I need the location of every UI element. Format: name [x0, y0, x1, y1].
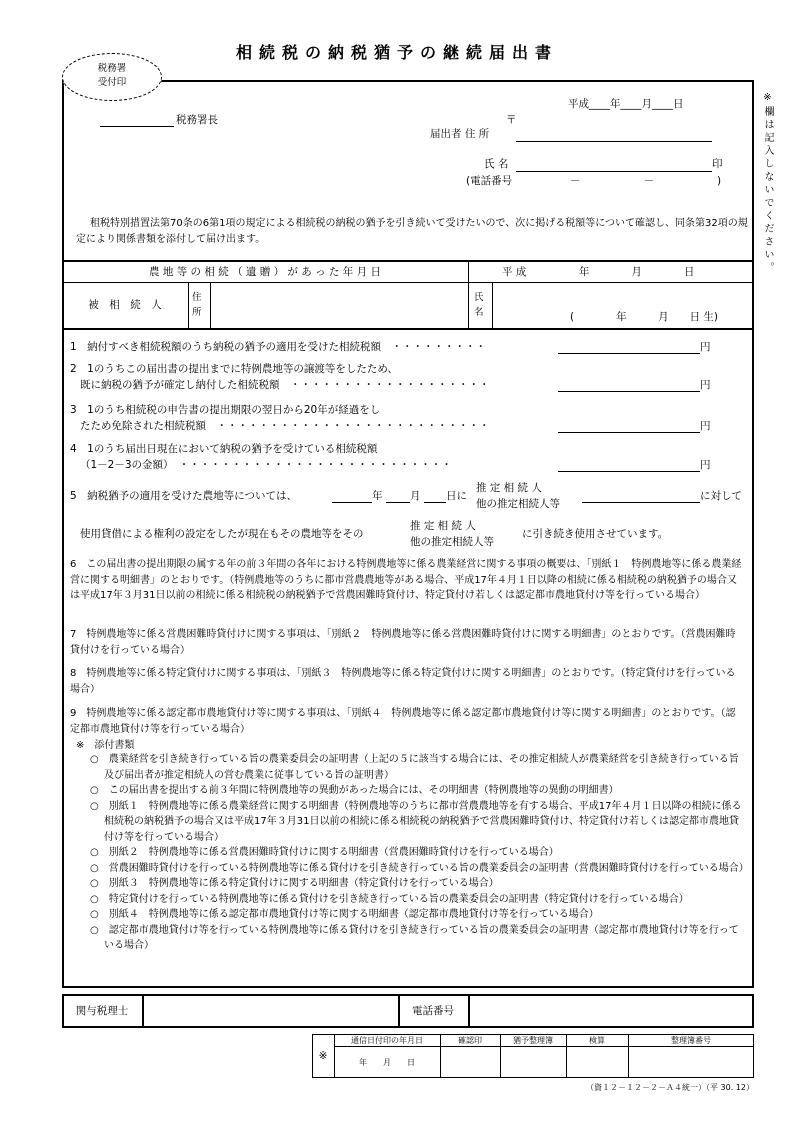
- item-2-line1: 2 1のうちこの届出書の提出までに特例農地等の譲渡等をしたため、: [70, 363, 398, 375]
- address-label: 届出者 住 所: [430, 128, 490, 140]
- heir-label-1: 推 定 相 続 人: [476, 482, 542, 494]
- attachment-item: ○ 別紙４ 特例農地等に係る認定都市農地貸付け等に関する明細書（認定都市農地貸付け等を行っている場合）: [90, 909, 599, 920]
- tax-accountant-label: 関与税理士: [75, 1005, 129, 1017]
- attachment-item: ○ この届出書を提出する前３年間に特例農地等の異動があった場合には、その明細書（特例農地等の異動の明細書）: [90, 785, 619, 796]
- item-2-line2: 既に納税の猶予が確定し納付した相続税額 ・・・・・・・・・・・・・・・・・・・: [80, 379, 490, 391]
- item-4-line2: （1－2－3の金額） ・・・・・・・・・・・・・・・・・・・・・・・・・・: [80, 459, 452, 471]
- item-5-heir-field[interactable]: [582, 502, 700, 503]
- seal-mark: 印: [712, 158, 723, 170]
- item-5-line1: 5 納税猶予の適用を受けた農地等については、: [70, 490, 297, 502]
- phone-label: (電話番号: [466, 175, 513, 187]
- item-3-line1: 3 1のうち相続税の申告書の提出期限の翌日から20年が経過をし: [70, 404, 381, 416]
- attachment-item: ○ 認定都市農地貸付け等を行っている特例農地等に係る貸付けを引き続き行っている旨の農業委員会の証明書（認定都市農地貸付け等を行っている場合）: [90, 924, 739, 951]
- inherit-date-value[interactable]: 平 成 年 月 日: [502, 266, 695, 278]
- address-field[interactable]: [516, 141, 712, 142]
- name-field[interactable]: [516, 171, 712, 172]
- intro-text: 租税特別措置法第70条の6第1項の規定による相続税の納税の猶予を引き続いて受けたいので、次に掲げる税額等について確認し、同条第32項の規定により関係書類を添付して届け出ます。: [76, 218, 748, 245]
- side-note: ※欄は記入しないでください。: [762, 92, 773, 275]
- attachments-list: [90, 752, 749, 954]
- item-5-year-field[interactable]: [332, 502, 372, 503]
- form-code: （資１２－１２－２－Ａ４統一）（平 30. 12）: [586, 1083, 754, 1092]
- item-1-amount[interactable]: [558, 353, 700, 354]
- phone-separators: － － ): [570, 175, 722, 187]
- phone-number-field[interactable]: [470, 996, 752, 1026]
- item-5-month-field[interactable]: [386, 502, 410, 503]
- item-5-day-field[interactable]: [424, 502, 446, 503]
- heir-label-2: 他の推定相続人等: [476, 498, 560, 510]
- office-suffix: 税務署長: [176, 114, 218, 126]
- office-header-confirm: 確認印: [458, 1036, 482, 1045]
- item-3-amount[interactable]: [558, 432, 700, 433]
- attachments-title: ※ 添付書類: [76, 740, 135, 751]
- item-5-line2: 使用貸借による権利の設定をしたが現在もその農地等をその: [80, 528, 364, 540]
- item-8: 8 特例農地等に係る特定貸付けに関する事項は、「別紙３ 特例農地等に係る特定貸付けに関する明細書」のとおりです。（特定貸付けを行っている場合）: [70, 668, 736, 695]
- attachment-item: ○ 別紙１ 特例農地等に係る農業経営に関する明細書（特例農地等のうちに都市営農農地等を有する場合、平成17年４月１日以降の相続に係る相続税の納税猶予の場合又は平成17年３月31日以前の相続に係る相続税の納税猶予で営農困難時貸付け、特定貸付け若しくは認定都市農地貸付け等を行っている場合）: [90, 800, 742, 843]
- item-4-line1: 4 1のうち届出日現在において納税の猶予を受けている相続税額: [70, 443, 378, 455]
- office-header-check: 検算: [589, 1036, 605, 1045]
- item-1: 1 納付すべき相続税額のうち納税の猶予の適用を受けた相続税額 ・・・・・・・・・: [70, 341, 486, 353]
- office-date-cell: 年 月 日: [359, 1058, 415, 1067]
- item-3-line2: たため免除された相続税額 ・・・・・・・・・・・・・・・・・・・・・・・・・・: [80, 420, 490, 432]
- receipt-stamp-area: [62, 53, 162, 101]
- filing-date: 平成____年____月____日: [568, 98, 684, 110]
- attachment-item: ○ 別紙３ 特例農地等に係る特定貸付けに関する明細書（特定貸付けを行っている場合）: [90, 878, 499, 889]
- decedent-label: 被 相 続 人: [88, 299, 162, 311]
- item-6: 6 この届出書の提出期限の属する年の前３年間の各年における特例農地等に係る農業経営に関する事項の概要は、「別紙１ 特例農地等に係る農業経営に関する明細書」のとおりです。（特例農地等のうちに都市営農農地等がある場合、平成17年４月１日以降の相続に係る相続税の納税猶予の場合又は平成17年３月31日以前の相続に係る相続税の納税猶予で営農困難時貸付け、特定貸付け若しくは認定都市農地貸付け等を行っている場合）: [70, 559, 742, 601]
- phone-number-label: 電話番号: [412, 1005, 454, 1017]
- item-4-amount[interactable]: [558, 471, 700, 472]
- office-header-date: 通信日付印の年月日: [351, 1036, 423, 1045]
- item-2-amount[interactable]: [558, 391, 700, 392]
- office-mark: ※: [318, 1050, 328, 1062]
- name-label: 氏 名: [484, 158, 509, 170]
- item-9: 9 特例農地等に係る認定都市農地貸付け等に関する事項は、「別紙４ 特例農地等に係る認定都市農地貸付け等に関する明細書」のとおりです。（認定都市農地貸付け等を行っている場合）: [70, 708, 736, 735]
- office-header-ledger: 猶予整理簿: [513, 1036, 553, 1045]
- tax-accountant-field[interactable]: [144, 996, 396, 1026]
- form-title: 相続税の納税猶予の継続届出書: [235, 43, 558, 62]
- attachment-item: ○ 営農困難時貸付けを行っている特例農地等に係る貸付けを引き続き行っている旨の農業委員会の証明書（営農困難時貸付けを行っている場合）: [90, 862, 749, 874]
- attachment-item: ○ 農業経営を引き続き行っている旨の農業委員会の証明書（上記の５に該当する場合には、その推定相続人が農業経営を引き続き行っている旨及び届出者が推定相続人の営む農業に従事している旨の証明書）: [90, 754, 739, 781]
- postal-mark: 〒: [506, 114, 517, 126]
- office-header-number: 整理簿番号: [671, 1036, 711, 1045]
- attachment-item: ○ 特定貸付けを行っている特例農地等に係る貸付けを引き続き行っている旨の農業委員会の証明書（特定貸付けを行っている場合）: [90, 893, 689, 905]
- item-5-line3: に引き続き使用させています。: [522, 528, 669, 540]
- decedent-address-label: 住所: [192, 292, 202, 318]
- item-7: 7 特例農地等に係る営農困難時貸付けに関する事項は、「別紙２ 特例農地等に係る営農困難時貸付けに関する明細書」のとおりです。（営農困難時貸付けを行っている場合）: [70, 629, 736, 656]
- decedent-name-label: 氏名: [474, 292, 484, 318]
- stamp-label: 税務署 受付印: [97, 63, 127, 88]
- attachment-item: ○ 別紙２ 特例農地等に係る営農困難時貸付けに関する明細書（営農困難時貸付けを行っている場合）: [90, 847, 559, 858]
- decedent-birth: ( 年 月 日 生): [570, 311, 719, 323]
- inherit-date-label: 農 地 等 の 相 続 （ 遺 贈 ） が あ っ た 年 月 日: [149, 266, 381, 278]
